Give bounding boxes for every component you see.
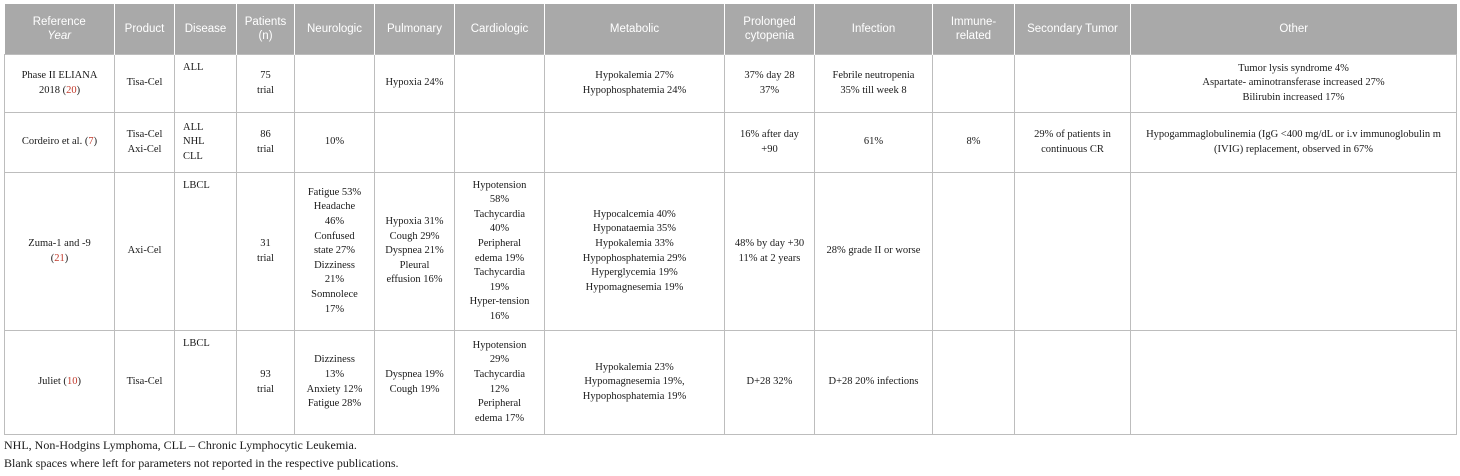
footnote-abbreviations: NHL, Non-Hodgins Lymphoma, CLL – Chronic Lymphocytic Leukemia. (4, 438, 357, 452)
cell-immune (933, 331, 1015, 435)
col-product: Product (115, 4, 175, 55)
cell-pulmonary: Hypoxia 24% (375, 55, 455, 113)
col-cardiologic: Cardiologic (455, 4, 545, 55)
cell-cardiologic: Hypotension 58% Tachycardia 40% Peripheral edema 19% Tachycardia 19% Hyper-tension 16% (455, 173, 545, 331)
cell-cytopenia: 48% by day +30 11% at 2 years (725, 173, 815, 331)
col-disease: Disease (175, 4, 237, 55)
cell-neurologic (295, 55, 375, 113)
cell-product: Tisa-Cel (115, 55, 175, 113)
cell-patients: 31 trial (237, 173, 295, 331)
citation-link[interactable]: 20 (66, 84, 77, 96)
cell-cytopenia: D+28 32% (725, 331, 815, 435)
cell-secondary-tumor (1015, 173, 1131, 331)
cell-disease: ALL (175, 55, 237, 113)
table-row (5, 173, 1457, 331)
cell-infection: 61% (815, 113, 933, 173)
col-prolonged-cytopenia: Prolonged cytopenia (725, 4, 815, 55)
col-metabolic: Metabolic (545, 4, 725, 55)
col-infection: Infection (815, 4, 933, 55)
citation-link[interactable]: 10 (66, 376, 78, 388)
cell-cytopenia: 16% after day +90 (725, 113, 815, 173)
citation-link[interactable]: 7 (88, 136, 94, 148)
cell-infection: D+28 20% infections (815, 331, 933, 435)
cell-other: Hypogammaglobulinemia (IgG <400 mg/dL or i.v immunoglobulin m (IVIG) replacement, observed in 67% (1131, 113, 1457, 173)
cell-neurologic: Dizziness 13% Anxiety 12% Fatigue 28% (295, 331, 375, 435)
cell-disease: LBCL (175, 173, 237, 331)
col-immune-related: Immune- related (933, 4, 1015, 55)
table-row (5, 113, 1457, 173)
cell-patients: 75 trial (237, 55, 295, 113)
cell-immune (933, 55, 1015, 113)
cell-cardiologic (455, 55, 545, 113)
table-footnotes (4, 436, 399, 472)
cell-secondary-tumor: 29% of patients in continuous CR (1015, 113, 1131, 173)
citation-link[interactable]: 21 (54, 252, 65, 264)
cell-infection: 28% grade II or worse (815, 173, 933, 331)
footnote-blank-spaces: Blank spaces where left for parameters not reported in the respective publications. (4, 456, 399, 470)
cell-metabolic (545, 113, 725, 173)
col-reference: Reference Year (5, 4, 115, 55)
col-year: Year (47, 30, 72, 42)
cell-product: Axi-Cel (115, 173, 175, 331)
cell-reference: Zuma-1 and -9 (21) (5, 173, 115, 331)
col-neurologic: Neurologic (295, 4, 375, 55)
cell-reference: Juliet (10) (5, 331, 115, 435)
col-patients: Patients (n) (237, 4, 295, 55)
col-other: Other (1131, 4, 1457, 55)
cell-metabolic: Hypokalemia 27% Hypophosphatemia 24% (545, 55, 725, 113)
cell-metabolic: Hypokalemia 23% Hypomagnesemia 19%, Hypophosphatemia 19% (545, 331, 725, 435)
cell-neurologic: Fatigue 53% Headache 46% Confused state 27% Dizziness 21% Somnolece 17% (295, 173, 375, 331)
col-secondary-tumor: Secondary Tumor (1015, 4, 1131, 55)
cell-disease: ALL NHL CLL (175, 113, 237, 173)
cell-reference: Phase II ELIANA 2018 (20) (5, 55, 115, 113)
cell-pulmonary: Dyspnea 19% Cough 19% (375, 331, 455, 435)
cell-product: Tisa-Cel (115, 331, 175, 435)
cell-neurologic: 10% (295, 113, 375, 173)
table-row (5, 55, 1457, 113)
cell-cardiologic: Hypotension 29% Tachycardia 12% Peripheral edema 17% (455, 331, 545, 435)
cell-cytopenia: 37% day 28 37% (725, 55, 815, 113)
cell-patients: 93 trial (237, 331, 295, 435)
cell-disease: LBCL (175, 331, 237, 435)
table-row (5, 331, 1457, 435)
cell-secondary-tumor (1015, 55, 1131, 113)
cell-immune (933, 173, 1015, 331)
cell-metabolic: Hypocalcemia 40% Hyponataemia 35% Hypokalemia 33% Hypophosphatemia 29% Hyperglycemia 19% Hypomagnesemia 19% (545, 173, 725, 331)
cell-other (1131, 331, 1457, 435)
cell-reference: Cordeiro et al. (7) (5, 113, 115, 173)
cell-infection: Febrile neutropenia 35% till week 8 (815, 55, 933, 113)
cell-patients: 86 trial (237, 113, 295, 173)
cell-other: Tumor lysis syndrome 4% Aspartate- aminotransferase increased 27% Bilirubin increased 17% (1131, 55, 1457, 113)
cell-product: Tisa-Cel Axi-Cel (115, 113, 175, 173)
cell-cardiologic (455, 113, 545, 173)
cell-pulmonary: Hypoxia 31% Cough 29% Dyspnea 21% Pleural effusion 16% (375, 173, 455, 331)
cell-pulmonary (375, 113, 455, 173)
cell-secondary-tumor (1015, 331, 1131, 435)
col-pulmonary: Pulmonary (375, 4, 455, 55)
cell-immune: 8% (933, 113, 1015, 173)
cell-other (1131, 173, 1457, 331)
adverse-events-table (4, 4, 1457, 435)
header-row (5, 4, 1457, 55)
